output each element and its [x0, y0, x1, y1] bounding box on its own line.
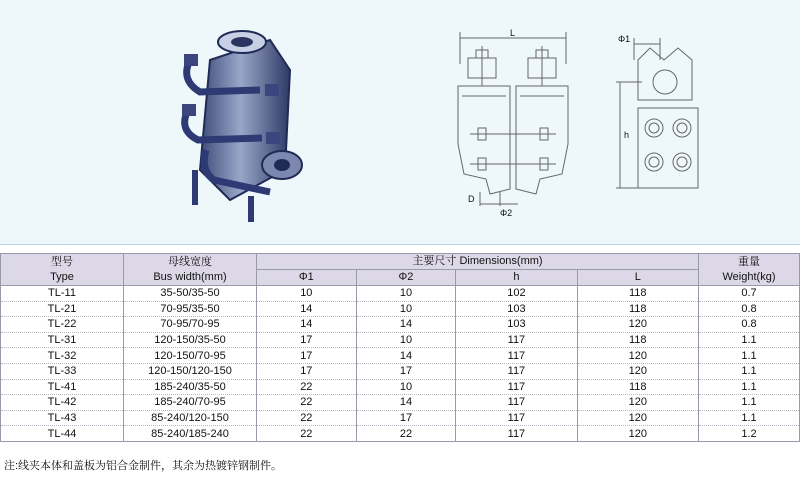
weight-header: 重量 Weight(kg): [699, 254, 800, 286]
bus-width-cell: 185-240/35-50: [124, 379, 257, 395]
L-cell: 120: [577, 410, 698, 426]
L-cell: 120: [577, 348, 698, 364]
table-row: [1, 332, 800, 348]
product-illustration-panel: [0, 0, 800, 245]
clamp-product-image: [170, 20, 320, 230]
table-row: [1, 395, 800, 411]
type-cell: TL-44: [1, 426, 124, 442]
weight-cell: 0.8: [699, 317, 800, 333]
bus-width-cell: 120-150/35-50: [124, 332, 257, 348]
phi2-cell: 14: [356, 395, 456, 411]
weight-cell: 1.1: [699, 379, 800, 395]
dim-phi1-label: Φ1: [618, 34, 631, 44]
type-cell: TL-22: [1, 317, 124, 333]
phi1-cell: 22: [257, 395, 357, 411]
phi2-header: Φ2: [356, 270, 456, 286]
type-cell: TL-21: [1, 301, 124, 317]
phi2-cell: 17: [356, 363, 456, 379]
weight-cell: 1.1: [699, 395, 800, 411]
bus-width-cell: 85-240/185-240: [124, 426, 257, 442]
L-cell: 120: [577, 317, 698, 333]
table-row: [1, 379, 800, 395]
bus-width-cell: 70-95/35-50: [124, 301, 257, 317]
phi1-cell: 10: [257, 286, 357, 302]
h-cell: 117: [456, 363, 577, 379]
bus-width-cell: 70-95/70-95: [124, 317, 257, 333]
bus-width-cell: 120-150/70-95: [124, 348, 257, 364]
phi1-cell: 17: [257, 348, 357, 364]
bus-width-cell: 85-240/120-150: [124, 410, 257, 426]
L-cell: 118: [577, 332, 698, 348]
phi2-cell: 14: [356, 348, 456, 364]
specification-table: [0, 253, 800, 442]
L-header: L: [577, 270, 698, 286]
phi1-cell: 22: [257, 410, 357, 426]
phi1-cell: 17: [257, 332, 357, 348]
L-cell: 118: [577, 379, 698, 395]
L-cell: 120: [577, 395, 698, 411]
h-cell: 117: [456, 332, 577, 348]
bus-width-cell: 120-150/120-150: [124, 363, 257, 379]
table-row: [1, 301, 800, 317]
h-cell: 117: [456, 348, 577, 364]
h-cell: 117: [456, 410, 577, 426]
weight-cell: 1.1: [699, 332, 800, 348]
h-cell: 103: [456, 301, 577, 317]
h-cell: 103: [456, 317, 577, 333]
phi2-cell: 10: [356, 332, 456, 348]
dim-D-label: D: [468, 194, 475, 204]
weight-cell: 1.1: [699, 363, 800, 379]
weight-cell: 1.1: [699, 348, 800, 364]
h-header: h: [456, 270, 577, 286]
L-cell: 120: [577, 363, 698, 379]
type-cell: TL-43: [1, 410, 124, 426]
type-cell: TL-11: [1, 286, 124, 302]
side-view-drawing: [612, 30, 722, 200]
table-row: [1, 410, 800, 426]
h-cell: 102: [456, 286, 577, 302]
type-cell: TL-33: [1, 363, 124, 379]
phi1-cell: 22: [257, 379, 357, 395]
dim-phi2-label: Φ2: [500, 208, 513, 218]
phi2-cell: 22: [356, 426, 456, 442]
table-row: [1, 426, 800, 442]
h-cell: 117: [456, 395, 577, 411]
material-note: 注:线夹本体和盖板为铝合金制件，其余为热镀锌钢制件。: [4, 460, 283, 472]
table-row: [1, 286, 800, 302]
type-cell: TL-31: [1, 332, 124, 348]
L-cell: 120: [577, 426, 698, 442]
dim-L-label: L: [510, 28, 516, 38]
phi2-cell: 17: [356, 410, 456, 426]
table-row: [1, 348, 800, 364]
h-cell: 117: [456, 379, 577, 395]
L-cell: 118: [577, 301, 698, 317]
weight-cell: 1.1: [699, 410, 800, 426]
phi1-cell: 14: [257, 317, 357, 333]
phi1-cell: 17: [257, 363, 357, 379]
phi2-cell: 10: [356, 301, 456, 317]
type-cell: TL-32: [1, 348, 124, 364]
phi2-cell: 10: [356, 379, 456, 395]
front-view-drawing: [450, 24, 600, 220]
weight-cell: 0.8: [699, 301, 800, 317]
table-row: [1, 317, 800, 333]
type-header: 型号 Type: [1, 254, 124, 286]
dimensions-header: 主要尺寸 Dimensions(mm): [257, 254, 699, 270]
type-cell: TL-42: [1, 395, 124, 411]
phi2-cell: 10: [356, 286, 456, 302]
phi1-cell: 22: [257, 426, 357, 442]
h-cell: 117: [456, 426, 577, 442]
table-row: [1, 363, 800, 379]
phi2-cell: 14: [356, 317, 456, 333]
weight-cell: 0.7: [699, 286, 800, 302]
phi1-cell: 14: [257, 301, 357, 317]
bus-width-cell: 185-240/70-95: [124, 395, 257, 411]
type-cell: TL-41: [1, 379, 124, 395]
dim-h-label: h: [624, 130, 630, 140]
L-cell: 118: [577, 286, 698, 302]
phi1-header: Φ1: [257, 270, 357, 286]
weight-cell: 1.2: [699, 426, 800, 442]
bus-width-header: 母线宽度 Bus width(mm): [124, 254, 257, 286]
bus-width-cell: 35-50/35-50: [124, 286, 257, 302]
